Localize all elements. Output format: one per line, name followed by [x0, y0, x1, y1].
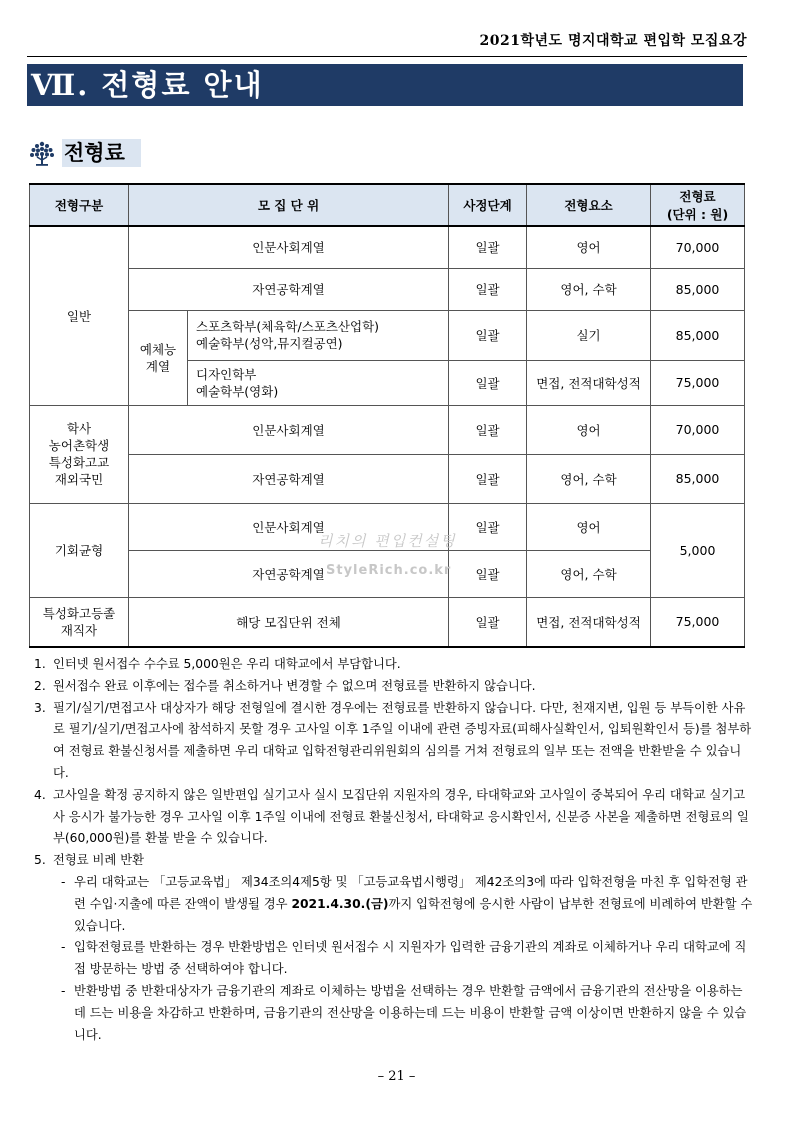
stage-cell: 일괄 — [449, 310, 527, 360]
table-row — [30, 503, 745, 550]
unit-cell: 자연공학계열 — [129, 268, 449, 310]
category-general: 일반 — [30, 226, 129, 405]
fee-cell: 85,000 — [651, 310, 745, 360]
header-type: 전형구분 — [30, 184, 129, 226]
header-rule — [27, 56, 747, 57]
note-item: 2. 원서접수 완료 이후에는 접수를 취소하거나 변경할 수 없으며 전형료를 반환하지 않습니다. — [34, 678, 536, 693]
sub-note-item: - 반환방법 중 반환대상자가 금융기관의 계좌로 이체하는 방법을 선택하는 경우 반환할 금액에서 금융기관의 전산망을 이용하는데 드는 비용을 차감하고 반환하며, 금융기관의 전산망을 이용하는데 드는 비용이 반환할 금액 이상이면 반환하지 않을 수 있습니다. — [61, 983, 747, 1042]
note-item: 4. 고사일을 확정 공지하지 않은 일반편입 실기고사 실시 모집단위 지원자의 경우, 타대학교와 고사일이 중복되어 우리 대학교 실기고사 응시가 불가능한 경우 고사일 이후 1주일 이내에 전형료 환불신청서, 타대학교 응시확인서, 신분증 사본을 제출하면 전형료의 일부(60,000원)를 환불 받을 수 있습니다. — [34, 787, 749, 846]
unit-cell: 해당 모집단위 전체 — [129, 597, 449, 647]
sub-note-item: - 우리 대학교는 「고등교육법」 제34조의4제5항 및 「고등교육법시행령」 제42조의3에 따라 입학전형을 마친 후 입학전형 관련 수입·지출에 따른 잔액이 발생될 경우 2021.4.30.(금)까지 입학전형에 응시한 사람이 납부한 전형료에 비례하여 반환할 수 있습니다. — [61, 874, 753, 933]
table-row — [30, 454, 745, 503]
stage-cell: 일괄 — [449, 405, 527, 454]
category-bachelor: 학사 농어촌학생 특성화고교 재외국민 — [30, 405, 129, 503]
element-cell: 영어, 수학 — [527, 268, 651, 310]
sub-note-item: - 입학전형료를 반환하는 경우 반환방법은 인터넷 원서접수 시 지원자가 입력한 금융기관의 계좌로 이체하거나 우리 대학교에 직접 방문하는 방법 중 선택하여야 합니다. — [61, 940, 747, 977]
notes-list — [34, 654, 754, 1046]
unit-cell: 인문사회계열 — [129, 226, 449, 268]
stage-cell: 일괄 — [449, 454, 527, 503]
stage-cell: 일괄 — [449, 360, 527, 405]
note-item: 1. 인터넷 원서접수 수수료 5,000원은 우리 대학교에서 부담합니다. — [34, 657, 401, 671]
category-arts: 예체능 계열 — [129, 310, 188, 405]
fee-cell: 70,000 — [651, 405, 745, 454]
element-cell: 실기 — [527, 310, 651, 360]
page-number: – 21 – — [377, 1069, 416, 1084]
element-cell: 영어, 수학 — [527, 550, 651, 597]
watermark: 리치의 편입컨설팅 StyleRich.co.kr — [318, 532, 457, 578]
unit-cell: 스포츠학부(체육학/스포츠산업학) 예술학부(성악,뮤지컬공연) — [188, 310, 449, 360]
fee-cell: 75,000 — [651, 597, 745, 647]
fee-cell: 5,000 — [651, 503, 745, 597]
element-cell: 영어 — [527, 503, 651, 550]
header-element: 전형요소 — [527, 184, 651, 226]
unit-cell: 자연공학계열 — [129, 550, 449, 597]
header-fee: 전형료 (단위 : 원) — [651, 184, 745, 226]
note-item: 5. 전형료 비례 반환 — [34, 853, 144, 868]
fee-table — [29, 183, 745, 648]
unit-cell: 인문사회계열 — [129, 405, 449, 454]
table-row — [30, 310, 745, 360]
element-cell: 영어 — [527, 405, 651, 454]
header-stage: 사정단계 — [449, 184, 527, 226]
unit-cell: 디자인학부 예술학부(영화) — [188, 360, 449, 405]
table-row — [30, 405, 745, 454]
fee-cell: 85,000 — [651, 454, 745, 503]
element-cell: 면접, 전적대학성적 — [527, 597, 651, 647]
element-cell: 면접, 전적대학성적 — [527, 360, 651, 405]
stage-cell: 일괄 — [449, 550, 527, 597]
fee-cell: 85,000 — [651, 268, 745, 310]
header-unit: 모 집 단 위 — [129, 184, 449, 226]
stage-cell: 일괄 — [449, 226, 527, 268]
category-vocational: 특성화고등졸 재직자 — [30, 597, 129, 647]
table-row — [30, 550, 745, 597]
chapter-title: Ⅶ. 전형료 안내 — [27, 64, 743, 106]
document-title: 2021학년도 명지대학교 편입학 모집요강 — [479, 33, 747, 49]
stage-cell: 일괄 — [449, 597, 527, 647]
note-item: 3. 필기/실기/면접고사 대상자가 해당 전형일에 결시한 경우에는 전형료를 반환하지 않습니다. 다만, 천재지변, 입원 등 부득이한 사유로 필기/실기/면접고사에 참석하지 못할 경우 고사일 이후 1주일 이내에 관련 증빙자료(피해사실확인서, 입퇴원확인서 등)를 첨부하여 전형료 환불신청서를 제출하면 우리 대학교 입학전형관리위원회의 심의를 거쳐 전형료의 일부 또는 전액을 반환받을 수 있습니다. — [34, 700, 752, 780]
tree-icon — [27, 138, 57, 168]
element-cell: 영어, 수학 — [527, 454, 651, 503]
table-header-row — [30, 184, 745, 226]
element-cell: 영어 — [527, 226, 651, 268]
table-row — [30, 226, 745, 268]
unit-cell: 자연공학계열 — [129, 454, 449, 503]
section-title: 전형료 — [62, 139, 141, 167]
stage-cell: 일괄 — [449, 503, 527, 550]
fee-cell: 75,000 — [651, 360, 745, 405]
stage-cell: 일괄 — [449, 268, 527, 310]
table-row — [30, 597, 745, 647]
unit-cell: 인문사회계열 — [129, 503, 449, 550]
category-opportunity: 기회균형 — [30, 503, 129, 597]
fee-cell: 70,000 — [651, 226, 745, 268]
section-heading — [27, 138, 141, 168]
table-row — [30, 268, 745, 310]
